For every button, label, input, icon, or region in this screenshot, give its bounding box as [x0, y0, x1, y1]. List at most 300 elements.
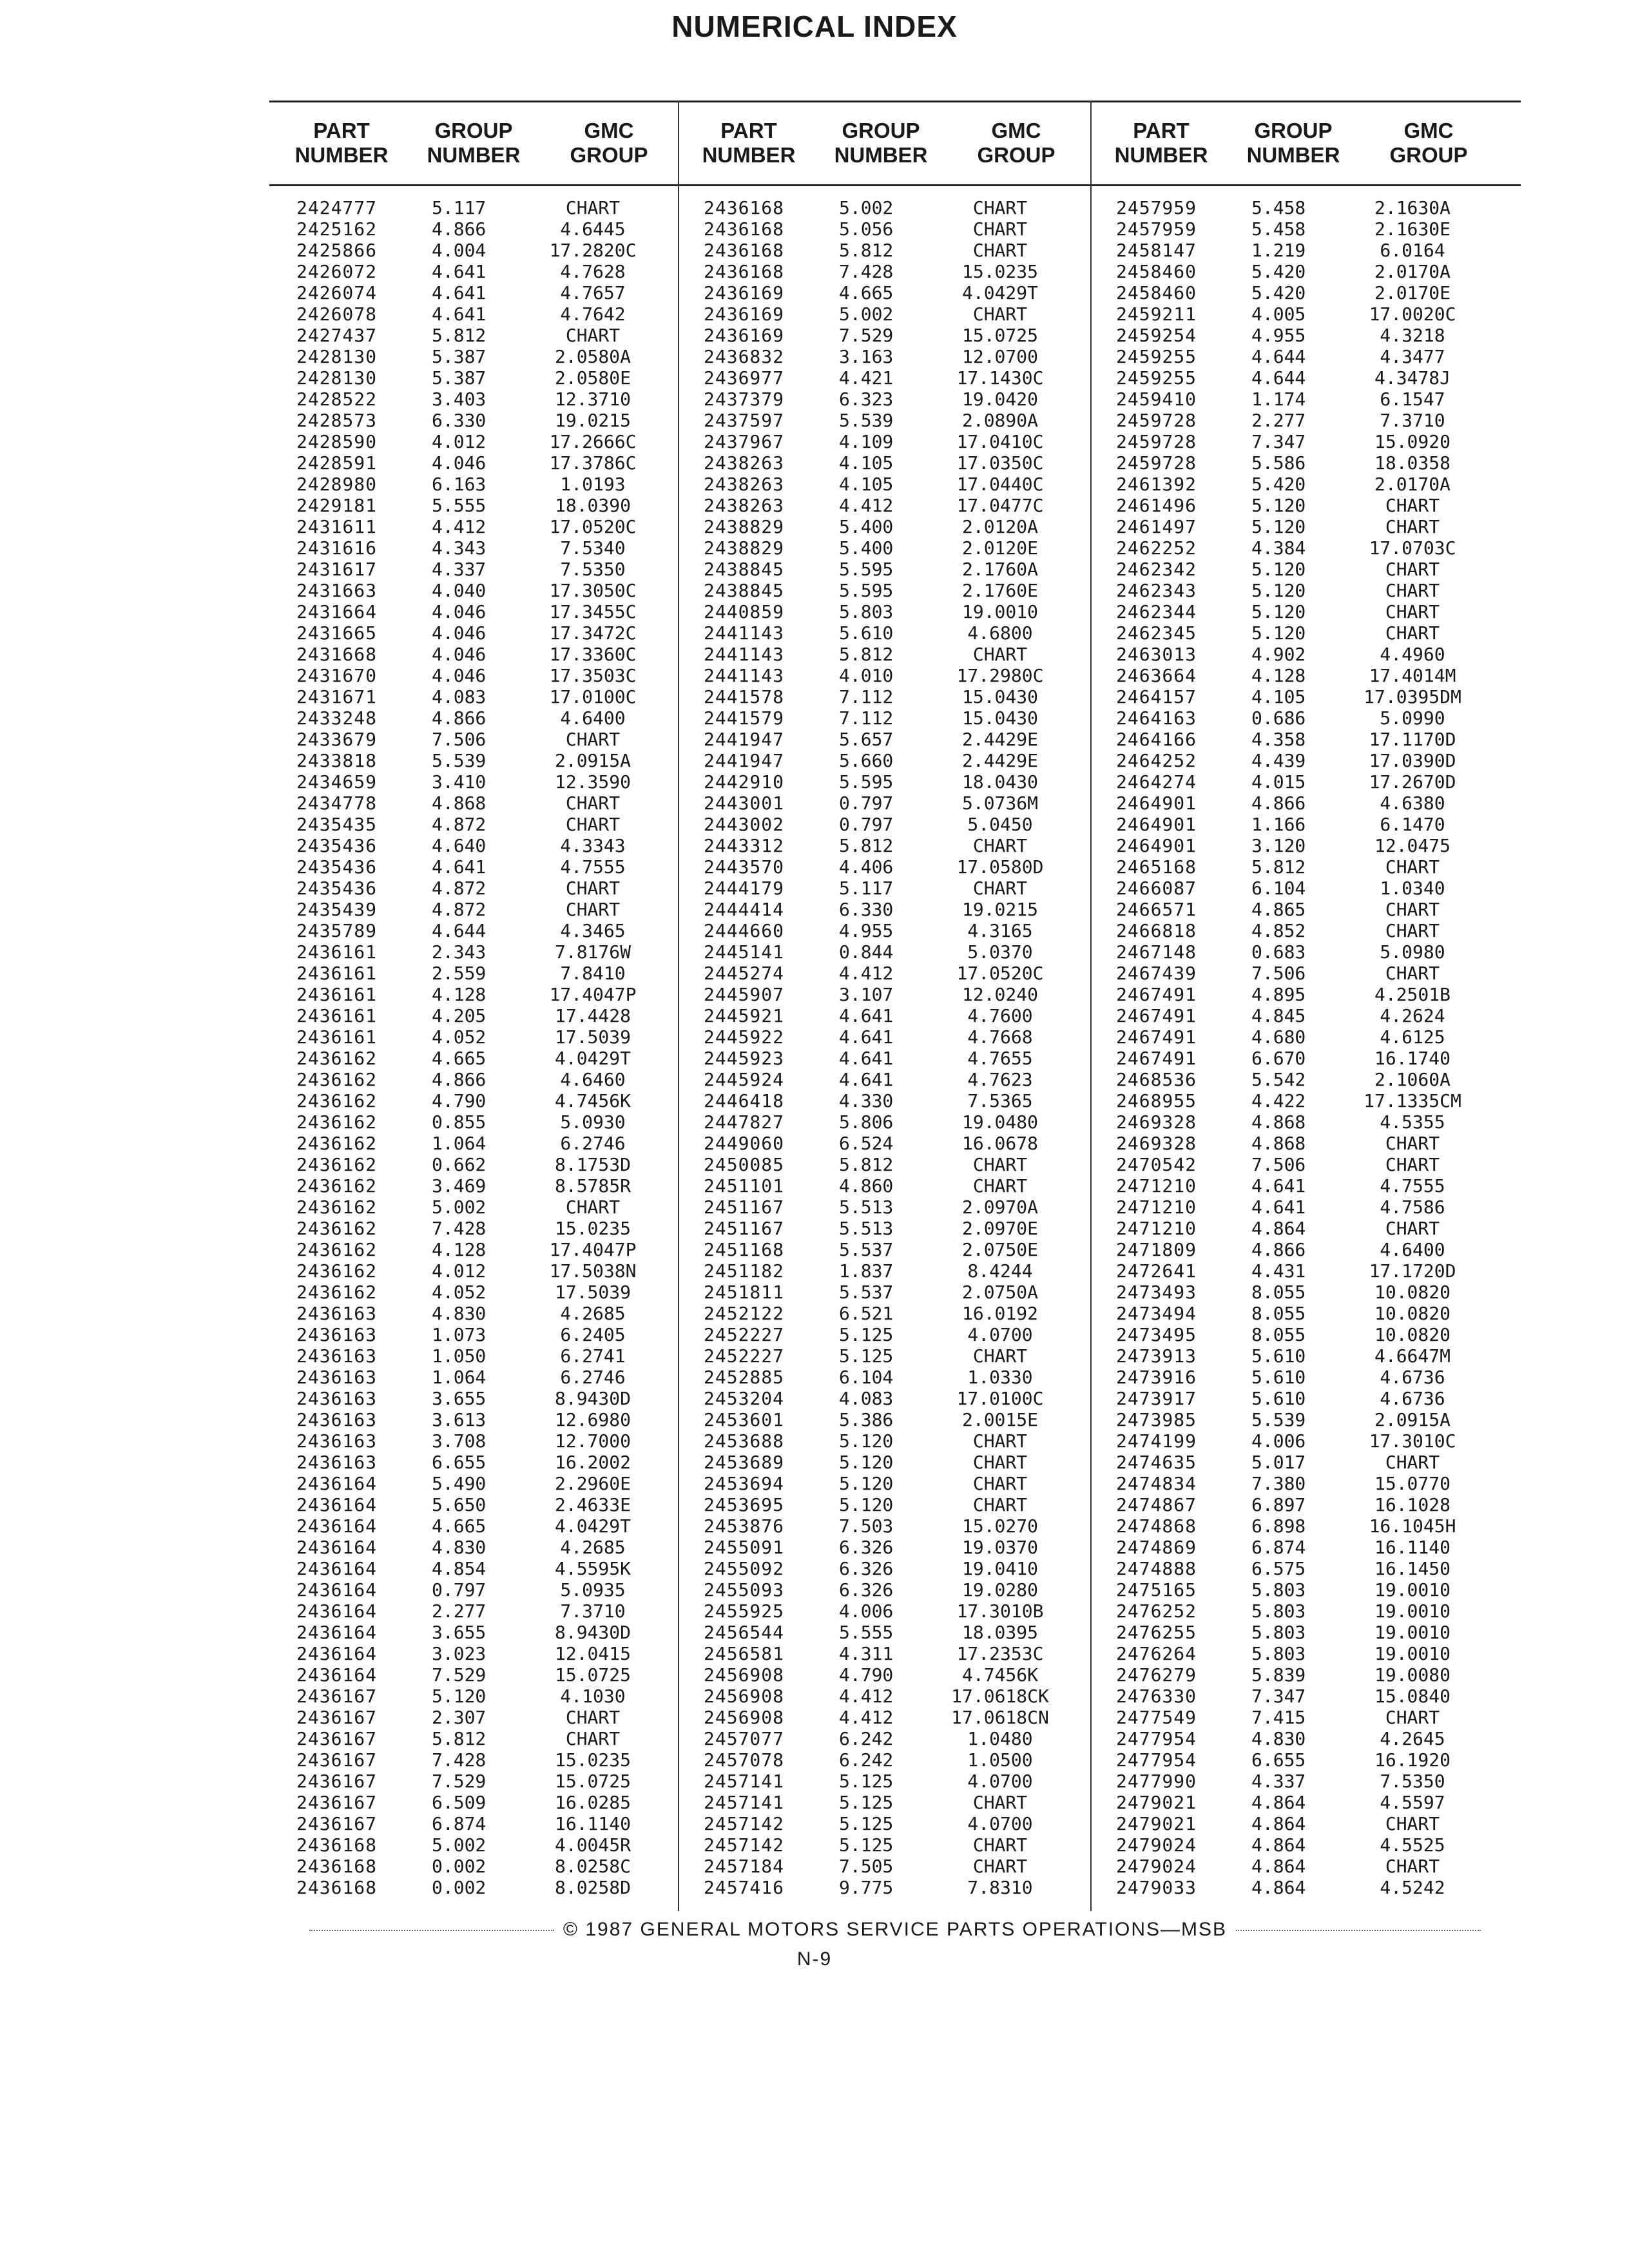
group-number-cell: 5.420	[1251, 282, 1306, 303]
gmc-group-cell: 16.1450	[1374, 1558, 1451, 1579]
part-number-cell: 2436169	[704, 325, 785, 346]
gmc-group-cell: 17.1430C	[956, 367, 1044, 389]
group-number-cell: 4.105	[839, 474, 894, 495]
group-number-cell: 5.017	[1251, 1452, 1306, 1473]
group-number-cell: 0.797	[839, 814, 894, 835]
group-number-cell: 4.830	[432, 1537, 487, 1558]
group-number-cell: 5.458	[1251, 218, 1306, 240]
part-number-cell: 2465168	[1116, 856, 1197, 878]
index-panel-2	[684, 101, 1090, 1898]
group-number-cell: 7.428	[839, 261, 894, 282]
index-rows	[684, 197, 1090, 1898]
table-row	[684, 1452, 1090, 1473]
table-row	[277, 665, 683, 686]
group-number-cell: 0.002	[432, 1856, 487, 1877]
group-number-cell: 9.775	[839, 1877, 894, 1898]
part-number-cell: 2451811	[704, 1282, 785, 1303]
part-number-cell: 2467491	[1116, 1048, 1197, 1069]
table-row	[1097, 410, 1503, 431]
table-row	[1097, 1792, 1503, 1813]
gmc-group-cell: 10.0820	[1374, 1303, 1451, 1324]
group-number-cell: 7.112	[839, 707, 894, 729]
gmc-group-cell: 1.0480	[967, 1728, 1033, 1749]
part-number-cell: 2436161	[296, 984, 378, 1005]
page-title: NUMERICAL INDEX	[671, 10, 958, 43]
gmc-group-cell: 7.5350	[1380, 1771, 1445, 1792]
gmc-group-cell: 15.0235	[554, 1218, 631, 1239]
gmc-group-cell: 4.2501B	[1374, 984, 1451, 1005]
group-number-cell: 4.866	[432, 1069, 487, 1090]
table-row	[277, 1813, 683, 1834]
table-row	[277, 1686, 683, 1707]
part-number-cell: 2436163	[296, 1324, 378, 1345]
gmc-group-cell: CHART	[972, 240, 1028, 261]
part-number-cell: 2428980	[296, 474, 378, 495]
gmc-group-cell: CHART	[972, 1834, 1028, 1856]
group-number-cell: 7.428	[432, 1218, 487, 1239]
table-row	[1097, 1218, 1503, 1239]
gmc-group-cell: 19.0215	[961, 899, 1038, 920]
group-number-cell: 4.412	[432, 516, 487, 537]
group-number-cell: 4.868	[432, 793, 487, 814]
group-number-cell: 4.864	[1251, 1813, 1306, 1834]
table-row	[684, 389, 1090, 410]
table-row	[277, 1196, 683, 1218]
group-number-cell: 4.046	[432, 665, 487, 686]
group-number-cell: 4.046	[432, 601, 487, 622]
gmc-group-cell: CHART	[972, 1494, 1028, 1515]
table-row	[1097, 325, 1503, 346]
table-row	[277, 771, 683, 793]
part-number-cell: 2452227	[704, 1324, 785, 1345]
group-number-cell: 6.104	[1251, 878, 1306, 899]
part-number-cell: 2436164	[296, 1473, 378, 1494]
table-row	[277, 474, 683, 495]
table-row	[277, 899, 683, 920]
gmc-group-cell: 19.0410	[961, 1558, 1038, 1579]
gmc-group-cell: 19.0010	[1374, 1643, 1451, 1664]
part-number-cell: 2436162	[296, 1069, 378, 1090]
gmc-group-cell: 2.0015E	[961, 1409, 1038, 1430]
table-row	[1097, 1856, 1503, 1877]
table-row	[684, 665, 1090, 686]
gmc-group-cell: 4.6445	[560, 218, 626, 240]
gmc-group-cell: 4.6125	[1380, 1026, 1445, 1048]
part-number-cell: 2436164	[296, 1515, 378, 1537]
group-number-cell: 6.524	[839, 1133, 894, 1154]
group-number-cell: 4.665	[432, 1048, 487, 1069]
gmc-group-cell: 17.3786C	[549, 452, 637, 474]
gmc-group-cell: 15.0725	[554, 1664, 631, 1686]
table-row	[277, 1388, 683, 1409]
group-number-cell: 2.307	[432, 1707, 487, 1728]
gmc-group-cell: 17.4428	[554, 1005, 631, 1026]
table-row	[277, 644, 683, 665]
group-number-cell: 5.657	[839, 729, 894, 750]
part-number-cell: 2438845	[704, 580, 785, 601]
gmc-group-cell: 4.0429T	[554, 1048, 631, 1069]
group-number-cell: 6.330	[839, 899, 894, 920]
table-row	[1097, 197, 1503, 218]
group-number-cell: 4.868	[1251, 1111, 1306, 1133]
gmc-group-cell: 18.0390	[554, 495, 631, 516]
table-row	[684, 899, 1090, 920]
gmc-group-cell: 4.7555	[560, 856, 626, 878]
part-number-cell: 2441947	[704, 729, 785, 750]
table-row	[1097, 240, 1503, 261]
table-row	[684, 537, 1090, 559]
gmc-group-cell: 17.0020C	[1369, 303, 1456, 325]
gmc-group-header	[1361, 119, 1496, 168]
gmc-group-cell: 4.6736	[1380, 1388, 1445, 1409]
part-number-header	[277, 119, 406, 168]
table-row	[684, 452, 1090, 474]
group-number-cell: 5.387	[432, 367, 487, 389]
part-number-cell: 2436168	[296, 1877, 378, 1898]
group-number-cell: 7.505	[839, 1856, 894, 1877]
gmc-group-cell: 17.0395DM	[1364, 686, 1461, 707]
table-row	[684, 729, 1090, 750]
group-number-cell: 4.866	[432, 218, 487, 240]
group-number-cell: 5.002	[432, 1834, 487, 1856]
part-number-cell: 2476252	[1116, 1600, 1197, 1622]
part-number-cell: 2441143	[704, 622, 785, 644]
part-number-cell: 2435435	[296, 814, 378, 835]
table-row	[684, 516, 1090, 537]
gmc-group-cell: 16.1740	[1374, 1048, 1451, 1069]
group-number-cell: 5.120	[839, 1494, 894, 1515]
group-number-cell: 6.521	[839, 1303, 894, 1324]
group-number-cell: 5.125	[839, 1813, 894, 1834]
part-number-cell: 2457416	[704, 1877, 785, 1898]
header-line: NUMBER	[702, 143, 796, 167]
gmc-group-cell: CHART	[1385, 495, 1440, 516]
gmc-group-cell: 17.0350C	[956, 452, 1044, 474]
part-number-cell: 2466818	[1116, 920, 1197, 941]
part-number-cell: 2428590	[296, 431, 378, 452]
table-row	[277, 303, 683, 325]
part-number-header	[1097, 119, 1226, 168]
table-row	[277, 1749, 683, 1771]
group-number-cell: 4.665	[839, 282, 894, 303]
table-row	[277, 1345, 683, 1367]
table-row	[277, 920, 683, 941]
gmc-group-cell: 1.0330	[967, 1367, 1033, 1388]
table-row	[277, 1303, 683, 1324]
gmc-group-cell: 17.0477C	[956, 495, 1044, 516]
part-number-cell: 2463013	[1116, 644, 1197, 665]
table-row	[684, 1430, 1090, 1452]
gmc-group-cell: 6.1470	[1380, 814, 1445, 835]
gmc-group-cell: 15.0430	[961, 686, 1038, 707]
table-row	[277, 1260, 683, 1282]
gmc-group-cell: 12.0700	[961, 346, 1038, 367]
gmc-group-cell: 16.2002	[554, 1452, 631, 1473]
table-row	[1097, 686, 1503, 707]
table-row	[1097, 1473, 1503, 1494]
group-number-cell: 4.864	[1251, 1834, 1306, 1856]
table-row	[277, 367, 683, 389]
part-number-cell: 2453688	[704, 1430, 785, 1452]
gmc-group-cell: 4.1030	[560, 1686, 626, 1707]
gmc-group-cell: 4.2624	[1380, 1005, 1445, 1026]
table-row	[684, 1749, 1090, 1771]
part-number-cell: 2428573	[296, 410, 378, 431]
table-row	[684, 1154, 1090, 1175]
gmc-group-cell: 4.6400	[1380, 1239, 1445, 1260]
group-number-cell: 5.386	[839, 1409, 894, 1430]
gmc-group-cell: CHART	[565, 793, 621, 814]
group-number-cell: 6.323	[839, 389, 894, 410]
gmc-group-cell: 4.0429T	[961, 282, 1038, 303]
part-number-cell: 2474888	[1116, 1558, 1197, 1579]
gmc-group-cell: 4.3343	[560, 835, 626, 856]
gmc-group-cell: 5.0990	[1380, 707, 1445, 729]
group-number-cell: 6.104	[839, 1367, 894, 1388]
gmc-group-cell: 4.0700	[967, 1813, 1033, 1834]
group-number-cell: 4.864	[1251, 1218, 1306, 1239]
group-number-cell: 4.337	[1251, 1771, 1306, 1792]
gmc-group-cell: 4.3477	[1380, 346, 1445, 367]
part-number-cell: 2428591	[296, 452, 378, 474]
table-row	[277, 559, 683, 580]
part-number-cell: 2443002	[704, 814, 785, 835]
part-number-cell: 2455093	[704, 1579, 785, 1600]
part-number-cell: 2474869	[1116, 1537, 1197, 1558]
table-row	[684, 1579, 1090, 1600]
part-number-cell: 2426078	[296, 303, 378, 325]
part-number-cell: 2431617	[296, 559, 378, 580]
table-row	[1097, 516, 1503, 537]
part-number-cell: 2457141	[704, 1771, 785, 1792]
part-number-cell: 2458460	[1116, 282, 1197, 303]
group-number-cell: 5.120	[839, 1473, 894, 1494]
group-number-cell: 7.503	[839, 1515, 894, 1537]
part-number-cell: 2468955	[1116, 1090, 1197, 1111]
table-row	[277, 1707, 683, 1728]
table-row	[1097, 1452, 1503, 1473]
table-row	[1097, 1834, 1503, 1856]
part-number-cell: 2474867	[1116, 1494, 1197, 1515]
part-number-cell: 2436168	[704, 218, 785, 240]
gmc-group-cell: 17.4047P	[549, 1239, 637, 1260]
header-line: GMC	[1403, 119, 1454, 142]
group-number-cell: 0.797	[432, 1579, 487, 1600]
gmc-group-cell: 19.0370	[961, 1537, 1038, 1558]
gmc-group-cell: 6.2405	[560, 1324, 626, 1345]
gmc-group-cell: CHART	[972, 1430, 1028, 1452]
group-number-cell: 4.895	[1251, 984, 1306, 1005]
group-number-cell: 3.163	[839, 346, 894, 367]
gmc-group-cell: 17.0390D	[1369, 750, 1456, 771]
gmc-group-cell: 4.2645	[1380, 1728, 1445, 1749]
group-number-cell: 5.812	[432, 325, 487, 346]
part-number-cell: 2436163	[296, 1303, 378, 1324]
gmc-group-cell: 7.8310	[967, 1877, 1033, 1898]
group-number-cell: 5.120	[839, 1452, 894, 1473]
group-number-cell: 4.872	[432, 899, 487, 920]
part-number-cell: 2427437	[296, 325, 378, 346]
group-number-cell: 5.610	[1251, 1388, 1306, 1409]
gmc-group-cell: 17.1170D	[1369, 729, 1456, 750]
table-row	[1097, 1260, 1503, 1282]
part-number-cell: 2479021	[1116, 1792, 1197, 1813]
group-number-cell: 4.644	[1251, 346, 1306, 367]
gmc-group-cell: 19.0010	[961, 601, 1038, 622]
group-number-cell: 5.120	[1251, 622, 1306, 644]
table-row	[1097, 346, 1503, 367]
group-number-cell: 4.083	[839, 1388, 894, 1409]
table-row	[277, 1048, 683, 1069]
table-row	[1097, 1515, 1503, 1537]
group-number-cell: 4.864	[1251, 1792, 1306, 1813]
group-number-cell: 4.421	[839, 367, 894, 389]
gmc-group-cell: 2.0750E	[961, 1239, 1038, 1260]
group-number-cell: 3.120	[1251, 835, 1306, 856]
part-number-cell: 2462342	[1116, 559, 1197, 580]
part-number-cell: 2438845	[704, 559, 785, 580]
gmc-group-cell: 12.0240	[961, 984, 1038, 1005]
table-row	[1097, 389, 1503, 410]
part-number-cell: 2477549	[1116, 1707, 1197, 1728]
group-number-cell: 4.128	[1251, 665, 1306, 686]
group-number-cell: 5.803	[1251, 1643, 1306, 1664]
group-number-cell: 1.219	[1251, 240, 1306, 261]
part-number-cell: 2453689	[704, 1452, 785, 1473]
table-row	[684, 1537, 1090, 1558]
gmc-group-cell: 8.9430D	[554, 1622, 631, 1643]
table-row	[684, 1260, 1090, 1282]
part-number-cell: 2431663	[296, 580, 378, 601]
table-row	[1097, 1069, 1503, 1090]
part-number-cell: 2441143	[704, 644, 785, 665]
gmc-group-cell: 5.0930	[560, 1111, 626, 1133]
group-number-cell: 5.539	[1251, 1409, 1306, 1430]
gmc-group-cell: 17.2980C	[956, 665, 1044, 686]
table-row	[277, 1069, 683, 1090]
gmc-group-cell: 2.1760E	[961, 580, 1038, 601]
table-row	[1097, 622, 1503, 644]
table-row	[277, 1473, 683, 1494]
group-number-cell: 4.052	[432, 1282, 487, 1303]
table-row	[1097, 601, 1503, 622]
group-number-cell: 4.128	[432, 984, 487, 1005]
part-number-cell: 2473494	[1116, 1303, 1197, 1324]
group-number-cell: 5.555	[432, 495, 487, 516]
group-number-cell: 4.641	[839, 1005, 894, 1026]
part-number-cell: 2451167	[704, 1196, 785, 1218]
header-line: GROUP	[977, 143, 1055, 167]
table-row	[1097, 580, 1503, 601]
table-row	[1097, 261, 1503, 282]
table-row	[684, 1707, 1090, 1728]
part-number-cell: 2436164	[296, 1622, 378, 1643]
part-number-cell: 2456908	[704, 1707, 785, 1728]
header-line: PART	[720, 119, 777, 142]
part-number-cell: 2459728	[1116, 410, 1197, 431]
table-row	[277, 1175, 683, 1196]
gmc-group-cell: 4.6380	[1380, 793, 1445, 814]
part-number-cell: 2436162	[296, 1048, 378, 1069]
part-number-cell: 2472641	[1116, 1260, 1197, 1282]
table-row	[684, 1771, 1090, 1792]
gmc-group-cell: 4.7628	[560, 261, 626, 282]
part-number-cell: 2451101	[704, 1175, 785, 1196]
table-row	[277, 814, 683, 835]
gmc-group-cell: 4.2685	[560, 1537, 626, 1558]
group-number-cell: 4.046	[432, 452, 487, 474]
part-number-cell: 2447827	[704, 1111, 785, 1133]
group-number-cell: 4.641	[1251, 1196, 1306, 1218]
table-row	[277, 1324, 683, 1345]
table-row	[684, 686, 1090, 707]
table-row	[277, 1664, 683, 1686]
gmc-group-cell: 4.7655	[967, 1048, 1033, 1069]
group-number-cell: 5.806	[839, 1111, 894, 1133]
part-number-cell: 2467439	[1116, 963, 1197, 984]
group-number-cell: 4.641	[432, 282, 487, 303]
gmc-group-cell: 17.5038N	[549, 1260, 637, 1282]
group-number-cell: 6.670	[1251, 1048, 1306, 1069]
table-row	[684, 1324, 1090, 1345]
gmc-group-cell: 19.0010	[1374, 1579, 1451, 1600]
table-row	[684, 707, 1090, 729]
part-number-cell: 2445923	[704, 1048, 785, 1069]
group-number-cell: 4.337	[432, 559, 487, 580]
gmc-group-cell: 7.5365	[967, 1090, 1033, 1111]
part-number-cell: 2445921	[704, 1005, 785, 1026]
gmc-group-cell: 4.7668	[967, 1026, 1033, 1048]
group-number-cell: 6.874	[1251, 1537, 1306, 1558]
part-number-cell: 2457959	[1116, 197, 1197, 218]
gmc-group-cell: 4.5595K	[554, 1558, 631, 1579]
page-number: N-9	[796, 1948, 833, 1970]
table-row	[684, 1494, 1090, 1515]
gmc-group-cell: CHART	[1385, 1218, 1440, 1239]
table-row	[1097, 1048, 1503, 1069]
part-number-cell: 2451182	[704, 1260, 785, 1282]
table-row	[1097, 1196, 1503, 1218]
part-number-cell: 2471210	[1116, 1196, 1197, 1218]
gmc-group-cell: 8.0258D	[554, 1877, 631, 1898]
group-number-cell: 2.343	[432, 941, 487, 963]
part-number-cell: 2456908	[704, 1664, 785, 1686]
gmc-group-cell: 5.0370	[967, 941, 1033, 963]
group-number-cell: 3.655	[432, 1622, 487, 1643]
part-number-cell: 2436162	[296, 1133, 378, 1154]
gmc-group-cell: 16.0192	[961, 1303, 1038, 1324]
gmc-group-cell: 16.0285	[554, 1792, 631, 1813]
table-row	[277, 325, 683, 346]
header-line: GROUP	[842, 119, 920, 142]
group-number-cell: 7.529	[432, 1771, 487, 1792]
gmc-group-cell: 4.7555	[1380, 1175, 1445, 1196]
gmc-group-cell: 17.3503C	[549, 665, 637, 686]
header-line: GROUP	[434, 119, 513, 142]
gmc-group-cell: 4.3165	[967, 920, 1033, 941]
part-number-cell: 2464163	[1116, 707, 1197, 729]
group-number-cell: 5.537	[839, 1239, 894, 1260]
gmc-group-cell: 17.3455C	[549, 601, 637, 622]
gmc-group-cell: 7.3710	[560, 1600, 626, 1622]
part-number-cell: 2436164	[296, 1537, 378, 1558]
table-row	[1097, 282, 1503, 303]
part-number-cell: 2441143	[704, 665, 785, 686]
part-number-cell: 2445922	[704, 1026, 785, 1048]
table-row	[1097, 941, 1503, 963]
group-number-cell: 5.120	[432, 1686, 487, 1707]
table-row	[684, 1367, 1090, 1388]
